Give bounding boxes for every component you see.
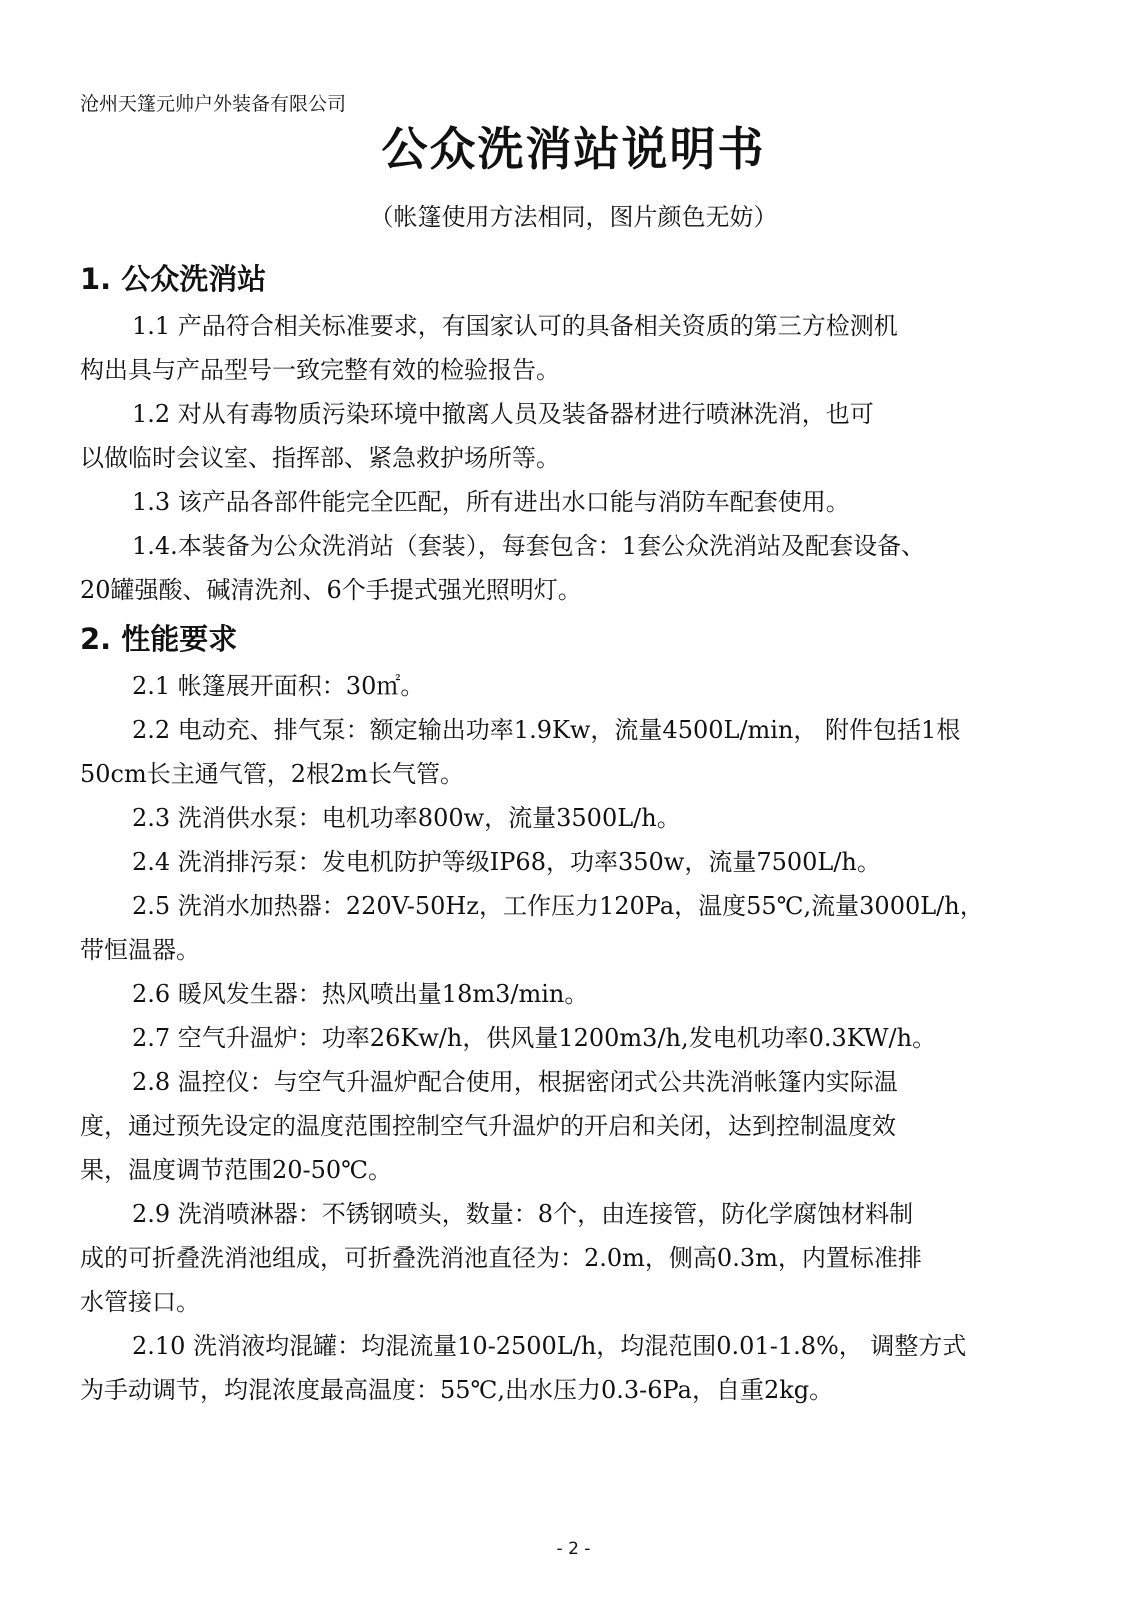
paragraph: 2.6 暖风发生器：热风喷出量18m3/min。 <box>132 980 589 1008</box>
section-heading: 1. 公众洗消站 <box>80 262 267 296</box>
paragraph: 2.10 洗消液均混罐：均混流量10-2500L/h，均混范围0.01-1.8%， 调整方式 为手动调节，均混浓度最高温度：55℃,出水压力0.3-6Pa，自重2kg。 <box>80 1332 967 1404</box>
page-number: - 2 - <box>556 1539 591 1559</box>
paragraph: 1.3 该产品各部件能完全匹配，所有进出水口能与消防车配套使用。 <box>132 488 850 516</box>
section-performance-requirements <box>80 614 1080 1412</box>
section-public-decon-station <box>80 254 1080 612</box>
document-body <box>80 246 1080 1412</box>
paragraph: 2.2 电动充、排气泵：额定输出功率1.9Kw，流量4500L/min， 附件包括1根 50cm长主通气管，2根2m长气管。 <box>80 716 961 788</box>
paragraph: 1.4.本装备为公众洗消站（套装），每套包含：1套公众洗消站及配套设备、 20罐强酸、碱清洗剂、6个手提式强光照明灯。 <box>80 532 926 604</box>
section-heading: 2. 性能要求 <box>80 622 238 656</box>
paragraph: 2.4 洗消排污泵：发电机防护等级IP68，功率350w，流量7500L/h。 <box>132 848 881 876</box>
paragraph: 2.5 洗消水加热器：220V-50Hz，工作压力120Pa，温度55℃,流量3000L/h， 带恒温器。 <box>80 892 984 964</box>
paragraph: 2.9 洗消喷淋器：不锈钢喷头，数量：8个，由连接管，防化学腐蚀材料制 成的可折叠洗消池组成，可折叠洗消池直径为：2.0m，侧高0.3m，内置标准排 水管接口。 <box>80 1200 922 1316</box>
company-name: 沧州天篷元帅户外装备有限公司 <box>80 93 347 115</box>
paragraph: 2.1 帐篷展开面积：30㎡。 <box>132 672 425 700</box>
paragraph: 2.8 温控仪：与空气升温炉配合使用，根据密闭式公共洗消帐篷内实际温 度，通过预先设定的温度范围控制空气升温炉的开启和关闭，达到控制温度效 果，温度调节范围20-50℃。 <box>80 1068 898 1184</box>
paragraph: 2.3 洗消供水泵：电机功率800w，流量3500L/h。 <box>132 804 681 832</box>
paragraph: 1.2 对从有毒物质污染环境中撤离人员及装备器材进行喷淋洗消，也可 以做临时会议室、指挥部、紧急救护场所等。 <box>80 400 874 472</box>
paragraph: 2.7 空气升温炉：功率26Kw/h，供风量1200m3/h,发电机功率0.3KW/h。 <box>132 1024 937 1052</box>
paragraph: 1.1 产品符合相关标准要求，有国家认可的具备相关资质的第三方检测机 构出具与产品型号一致完整有效的检验报告。 <box>80 312 898 384</box>
document-title: 公众洗消站说明书 <box>381 122 766 176</box>
document-subtitle: （帐篷使用方法相同，图片颜色无妨） <box>369 203 778 231</box>
